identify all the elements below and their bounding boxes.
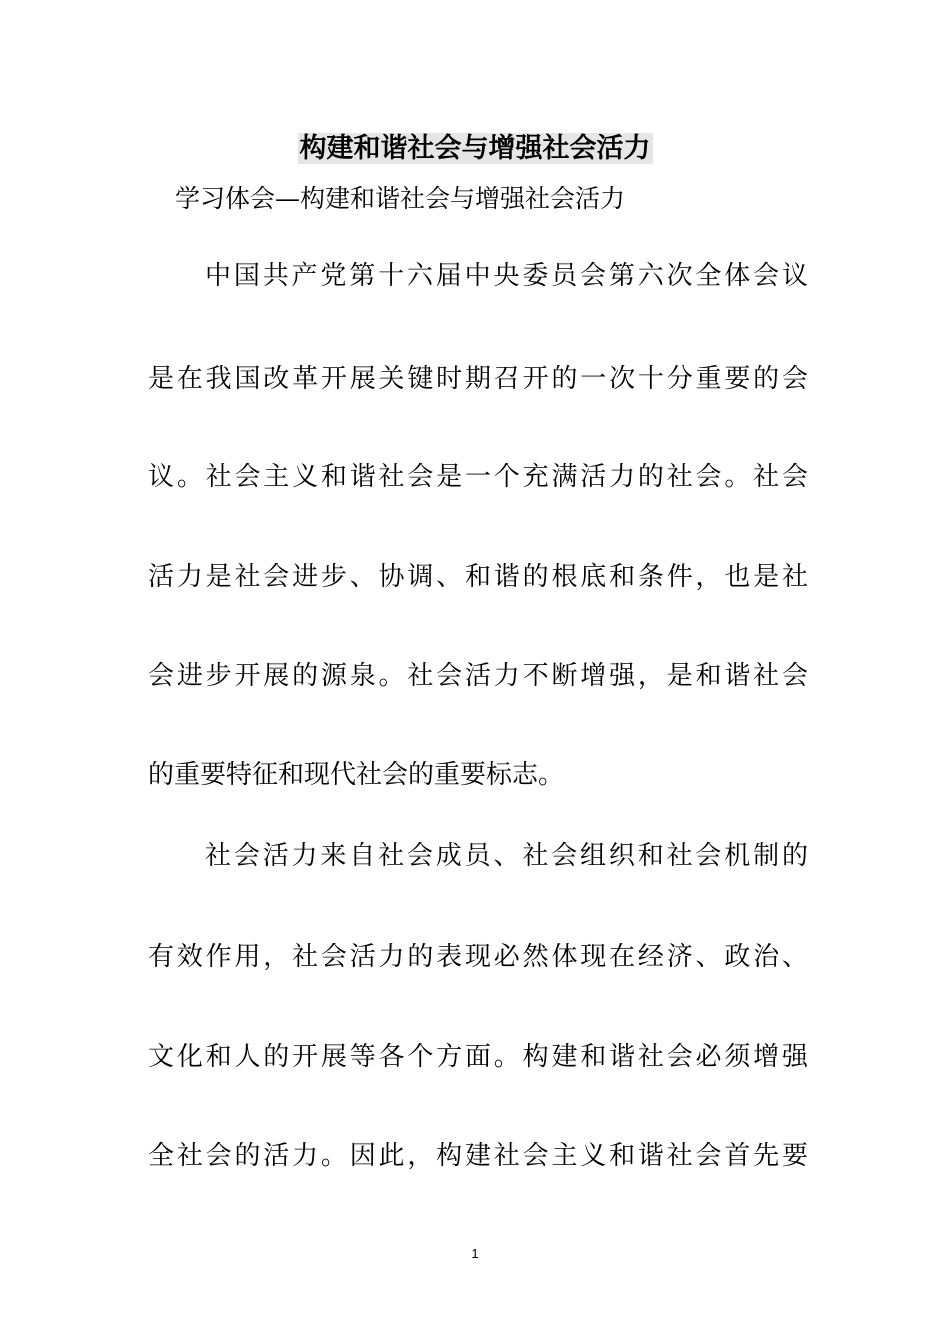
document-subtitle: 学习体会—构建和谐社会与增强社会活力 [175, 184, 626, 213]
paragraph-1-line-2: 是在我国改革开展关键时期召开的一次十分重要的会 [148, 364, 808, 394]
page-number: 1 [471, 1246, 479, 1261]
paragraph-2-line-1: 社会活力来自社会成员、社会组织和社会机制的 [205, 841, 808, 871]
paragraph-2-line-4: 全社会的活力。因此，构建社会主义和谐社会首先要 [148, 1141, 808, 1171]
paragraph-1-line-3: 议。社会主义和谐社会是一个充满活力的社会。社会 [148, 462, 808, 492]
paragraph-1-line-1: 中国共产党第十六届中央委员会第六次全体会议 [205, 261, 808, 291]
paragraph-1-line-4: 活力是社会进步、协调、和谐的根底和条件，也是社 [148, 562, 808, 592]
paragraph-1-line-5: 会进步开展的源泉。社会活力不断增强，是和谐社会 [148, 661, 808, 691]
document-title [0, 130, 950, 168]
paragraph-2-line-3: 文化和人的开展等各个方面。构建和谐社会必须增强 [148, 1042, 808, 1072]
paragraph-1-line-6: 的重要特征和现代社会的重要标志。 [148, 760, 565, 790]
document-title-text: 构建和谐社会与增强社会活力 [299, 133, 651, 164]
paragraph-2-line-2: 有效作用，社会活力的表现必然体现在经济、政治、 [148, 942, 808, 972]
